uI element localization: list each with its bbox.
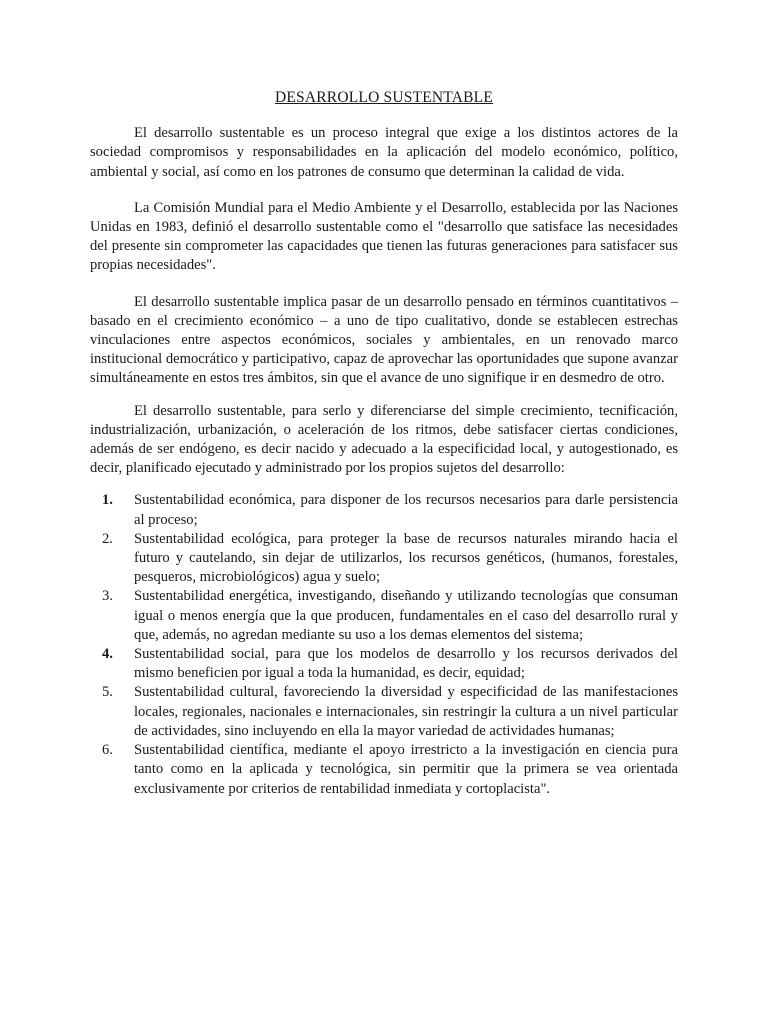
paragraph-conditions: El desarrollo sustentable, para serlo y diferenciarse del simple crecimiento, tecnificación, industrialización, urbanización, o aceleración de los ritmos, debe satisfacer ciertas condiciones, además de ser endógeno, es decir nacido y adecuado a la especificidad local, y autogestionado, es decir, planificado ejecutado y administrado por los propios sujetos del desarrollo:	[90, 402, 678, 477]
list-item-number: 1.	[102, 492, 113, 509]
list-item-number: 6.	[102, 742, 113, 759]
list-item-text: Sustentabilidad energética, investigando, diseñando y utilizando tecnologías que consuman igual o menos energía que la que producen, fundamentales en el caso del desarrollo rural y que, además, no agredan mediante su uso a los demas elementos del sistema;	[134, 588, 678, 643]
list-item-text: Sustentabilidad económica, para disponer de los recursos necesarios para darle persistencia al proceso;	[134, 492, 678, 528]
list-item	[90, 530, 678, 588]
list-item	[90, 741, 678, 799]
list-item-number: 4.	[102, 646, 113, 663]
list-item	[90, 645, 678, 683]
document-title: DESARROLLO SUSTENTABLE	[274, 89, 493, 106]
list-item-text: Sustentabilidad cultural, favoreciendo la diversidad y especificidad de las manifestaciones locales, regionales, nacionales e internacionales, sin restringir la cultura a un nivel particular de actividades, sino incluyendo en ella la mayor variedad de actividades humanas;	[134, 684, 678, 739]
list-item-number: 5.	[102, 684, 113, 701]
list-item-text: Sustentabilidad social, para que los modelos de desarrollo y los recursos derivados del mismo beneficien por igual a toda la humanidad, es decir, equidad;	[134, 646, 678, 682]
paragraph-definition: El desarrollo sustentable es un proceso integral que exige a los distintos actores de la sociedad compromisos y responsabilidades en la aplicación del modelo económico, político, ambiental y social, así como en los patrones de consumo que determinan la calidad de vida.	[90, 125, 678, 180]
list-item	[90, 683, 678, 741]
list-item-number: 2.	[102, 530, 113, 547]
list-item	[90, 587, 678, 645]
list-item-text: Sustentabilidad ecológica, para proteger la base de recursos naturales mirando hacia el futuro y cautelando, sin dejar de utilizarlos, los recursos genéticos, (humanos, forestales, pesqueros, microbiológicos) agua y suelo;	[134, 530, 678, 586]
list-item-text: Sustentabilidad científica, mediante el apoyo irrestricto a la investigación en ciencia pura tanto como en la aplicada y tecnológica, sin permitir que la primera se vea orientada exclusivamente por criterios de rentabilidad inmediata y cortoplacista".	[134, 742, 678, 797]
document-page	[90, 88, 678, 799]
sustainability-list	[90, 491, 678, 798]
list-item-number: 3.	[102, 588, 113, 605]
paragraph-commission: La Comisión Mundial para el Medio Ambiente y el Desarrollo, establecida por las Naciones Unidas en 1983, definió el desarrollo sustentable como el "desarrollo que satisface las necesidades del presente sin comprometer las capacidades que tienen las futuras generaciones para satisfacer sus propias necesidades".	[90, 199, 678, 274]
paragraph-qualitative: El desarrollo sustentable implica pasar de un desarrollo pensado en términos cuantitativos – basado en el crecimiento económico – a uno de tipo cualitativo, donde se establecen estrechas vinculaciones entre aspectos económicos, sociales y ambientales, en un renovado marco institucional democrático y participativo, capaz de aprovechar las oportunidades que supone avanzar simultáneamente en estos tres ámbitos, sin que el avance de uno signifique ir en desmedro de otro.	[90, 293, 678, 387]
list-item	[90, 491, 678, 529]
